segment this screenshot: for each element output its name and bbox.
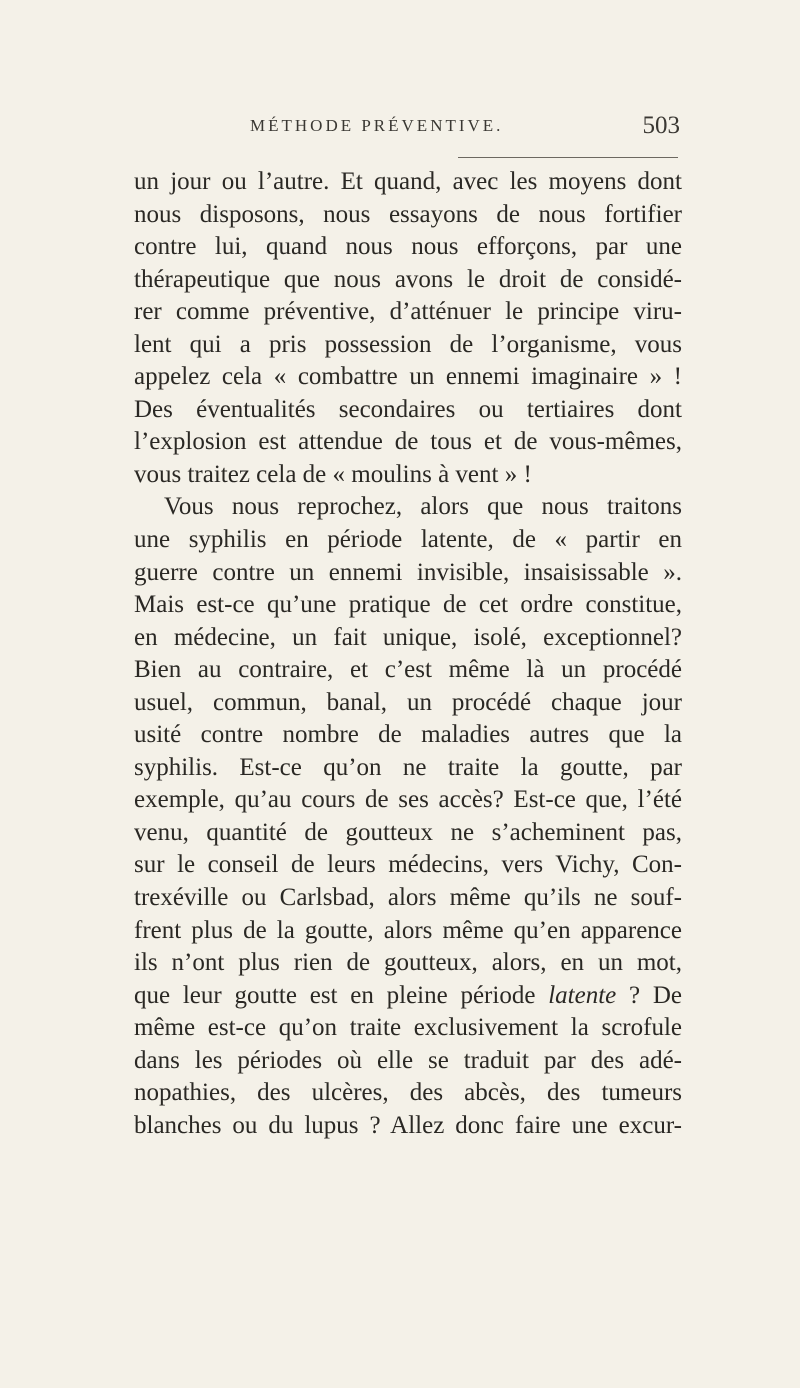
text-line: exemple, qu’au cours de ses accès? Est-ce que, l’été (134, 786, 682, 814)
text-line: Des éventualités secondaires ou tertiaires dont (134, 395, 682, 423)
text-line: ils n’ont plus rien de goutteux, alors, en un mot, (134, 949, 682, 977)
text-line: sur le conseil de leurs médecins, vers Vichy, Con- (134, 851, 682, 879)
text-line: thérapeutique que nous avons le droit de considé- (134, 265, 682, 293)
text-line: vous traitez cela de « moulins à vent » ! (134, 460, 532, 488)
page-number: 503 (642, 112, 680, 139)
text-fragment: ? De (616, 981, 683, 1009)
running-title: MÉTHODE PRÉVENTIVE. (250, 116, 504, 135)
text-line: blanches ou du lupus ? Allez donc faire une excur- (134, 1111, 682, 1139)
text-line: même est-ce qu’on traite exclusivement la scrofule (134, 1014, 682, 1042)
text-line: Mais est-ce qu’une pratique de cet ordre constitue, (134, 591, 682, 619)
text-line: en médecine, un fait unique, isolé, exceptionnel? (134, 623, 682, 651)
text-line: usité contre nombre de maladies autres que la (134, 721, 682, 749)
text-line: syphilis. Est-ce qu’on ne traite la goutte, par (134, 753, 682, 781)
text-line-with-emphasis (134, 980, 682, 1013)
emphasis-latente: latente (548, 981, 617, 1009)
text-line: nous disposons, nous essayons de nous fortifier (134, 200, 682, 228)
text-line: une syphilis en période latente, de « partir en (134, 526, 682, 554)
text-line: lent qui a pris possession de l’organisme, vous (134, 330, 682, 358)
running-head (250, 112, 680, 146)
text-line: usuel, commun, banal, un procédé chaque jour (134, 688, 682, 716)
text-line: l’explosion est attendue de tous et de vous-mêmes, (134, 428, 682, 456)
text-line: appelez cela « combattre un ennemi imaginaire » ! (134, 363, 682, 391)
text-line: Bien au contraire, et c’est même là un procédé (134, 656, 682, 684)
text-line: dans les périodes où elle se traduit par des adé- (134, 1046, 682, 1074)
text-line: trexéville ou Carlsbad, alors même qu’ils ne souf- (134, 884, 682, 912)
text-line: nopathies, des ulcères, des abcès, des tumeurs (134, 1079, 682, 1107)
text-fragment: que leur goutte est en pleine période (134, 981, 549, 1009)
text-line: venu, quantité de goutteux ne s’acheminent pas, (134, 818, 682, 846)
paragraph-start-line: Vous nous reprochez, alors que nous traitons (164, 493, 682, 521)
text-line: un jour ou l’autre. Et quand, avec les moyens dont (134, 168, 682, 195)
text-line: contre lui, quand nous nous efforçons, par une (134, 233, 682, 261)
text-line: rer comme préventive, d’atténuer le principe viru- (134, 298, 682, 326)
header-rule (458, 157, 678, 158)
text-line: frent plus de la goutte, alors même qu’en apparence (134, 916, 682, 944)
body-text (134, 166, 682, 1142)
text-line: guerre contre un ennemi invisible, insaisissable ». (134, 558, 682, 586)
